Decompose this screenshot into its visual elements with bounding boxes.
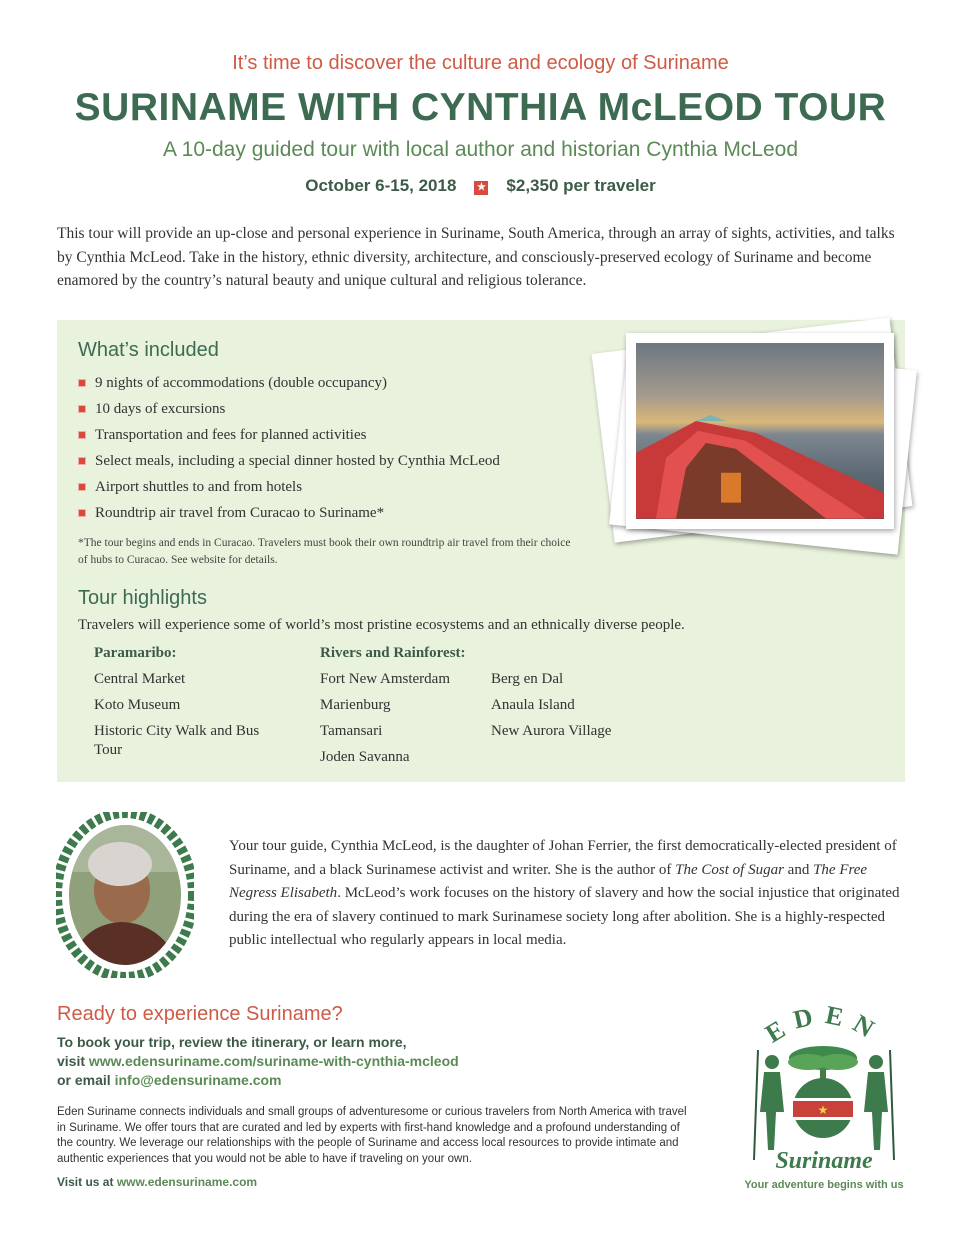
logo-tagline: Your adventure begins with us <box>744 1179 904 1191</box>
list-item: 10 days of excursions <box>78 396 598 422</box>
logo-word-bottom: Suriname <box>775 1148 873 1174</box>
tagline: It’s time to discover the culture and ecology of Suriname <box>232 52 729 74</box>
bullet-icon <box>78 509 86 517</box>
highlights-heading: Tour highlights <box>78 587 207 609</box>
boat-bow-graphic <box>636 413 884 519</box>
bullet-icon <box>78 379 86 387</box>
cta-heading: Ready to experience Suriname? <box>57 1003 343 1025</box>
svg-text:EDEN <box>760 1000 887 1049</box>
list-item: New Aurora Village <box>491 723 612 739</box>
list-item: Marienburg <box>320 697 391 713</box>
about-paragraph: Eden Suriname connects individuals and small groups of adventuresome or curious travelers from North America with travel in Suriname. We offer tours that are curated and led by experts with first-hand knowledge and a profound understanding of the country. We leverage our relationships with the people of Suriname and access local resources to provide intimate and authentic experiences that you would not be able to have if traveling on your own. <box>57 1106 687 1166</box>
date-price-line <box>0 176 961 196</box>
subtitle: A 10-day guided tour with local author and historian Cynthia McLeod <box>162 138 799 161</box>
book-title: The Cost of Sugar <box>675 861 784 878</box>
rivers-heading: Rivers and Rainforest: <box>320 645 466 661</box>
bullet-icon <box>78 483 86 491</box>
book-title: The Free Negress Elisabeth <box>229 861 868 901</box>
list-item: Historic City Walk and Bus Tour <box>94 723 260 758</box>
footer-visit: Visit us at www.edensuriname.com <box>57 1175 258 1189</box>
star-icon: ★ <box>474 181 488 195</box>
website-link[interactable]: www.edensuriname.com <box>116 1175 258 1189</box>
booking-info: To book your trip, review the itinerary, or learn more, visit www.edensuriname.com/suriname-with-cynthia-mcleod or email info@edensuriname.com <box>57 1034 459 1088</box>
tour-link[interactable]: www.edensuriname.com/suriname-with-cynthia-mcleod <box>88 1053 459 1069</box>
tour-price: $2,350 per traveler <box>506 176 656 195</box>
bullet-icon <box>78 457 86 465</box>
river-boat-photo <box>626 333 894 529</box>
cynthia-mcleod-portrait <box>56 812 194 978</box>
tour-dates: October 6-15, 2018 <box>305 176 457 195</box>
list-item: Tamansari <box>320 723 383 739</box>
logo-word-top: EDEN <box>760 1000 888 1049</box>
list-item: Airport shuttles to and from hotels <box>78 474 598 500</box>
bullet-icon <box>78 405 86 413</box>
footnote: *The tour begins and ends in Curacao. Travelers must book their own roundtrip air travel from their choice of hubs to Curacao. See website for details. <box>78 537 571 566</box>
bio-paragraph: Your tour guide, Cynthia McLeod, is the daughter of Johan Ferrier, the first democratically-elected president of Suriname, and a black Surinamese activist and writer. She is the author of The Cost of Sugar and The Free Negress Elisabeth. McLeod’s work focuses on the history of slavery and how the social injustice that originated during the era of slavery continued to mark Surinamese society long after abolition. She is a highly-respected public intellectual who regularly appears in local media. <box>229 838 900 948</box>
paramaribo-column <box>94 640 264 760</box>
list-item: Anaula Island <box>491 697 575 713</box>
eden-suriname-logo <box>738 1000 910 1195</box>
list-item: Central Market <box>94 671 186 687</box>
included-heading: What’s included <box>78 339 219 361</box>
bullet-icon <box>78 431 86 439</box>
list-item: 9 nights of accommodations (double occupancy) <box>78 370 598 396</box>
email-link[interactable]: info@edensuriname.com <box>114 1072 282 1088</box>
list-item: Fort New Amsterdam <box>320 671 450 687</box>
svg-text:★: ★ <box>817 1103 829 1117</box>
list-item: Joden Savanna <box>320 749 410 765</box>
intro-paragraph: This tour will provide an up-close and personal experience in Suriname, South America, through an array of sights, activities, and talks by Cynthia McLeod. Take in the history, ethnic diversity, architecture, and consciously-preserved ecology of Suriname and become enamored by the country’s natural beauty and unique cultural and religious tolerance. <box>57 225 895 289</box>
page-title: SURINAME WITH CYNTHIA McLEOD TOUR <box>74 86 887 129</box>
list-item: Berg en Dal <box>491 671 564 687</box>
highlights-description: Travelers will experience some of world’s most pristine ecosystems and an ethnically diverse people. <box>78 617 685 633</box>
list-item: Select meals, including a special dinner hosted by Cynthia McLeod <box>78 448 598 474</box>
paramaribo-heading: Paramaribo: <box>94 645 177 661</box>
rivers-column-2 <box>491 666 651 744</box>
list-item: Transportation and fees for planned activities <box>78 422 598 448</box>
included-list <box>78 370 598 526</box>
list-item: Koto Museum <box>94 697 181 713</box>
list-item: Roundtrip air travel from Curacao to Suriname* <box>78 500 598 526</box>
photo-image <box>636 343 884 519</box>
rivers-column <box>320 640 480 770</box>
